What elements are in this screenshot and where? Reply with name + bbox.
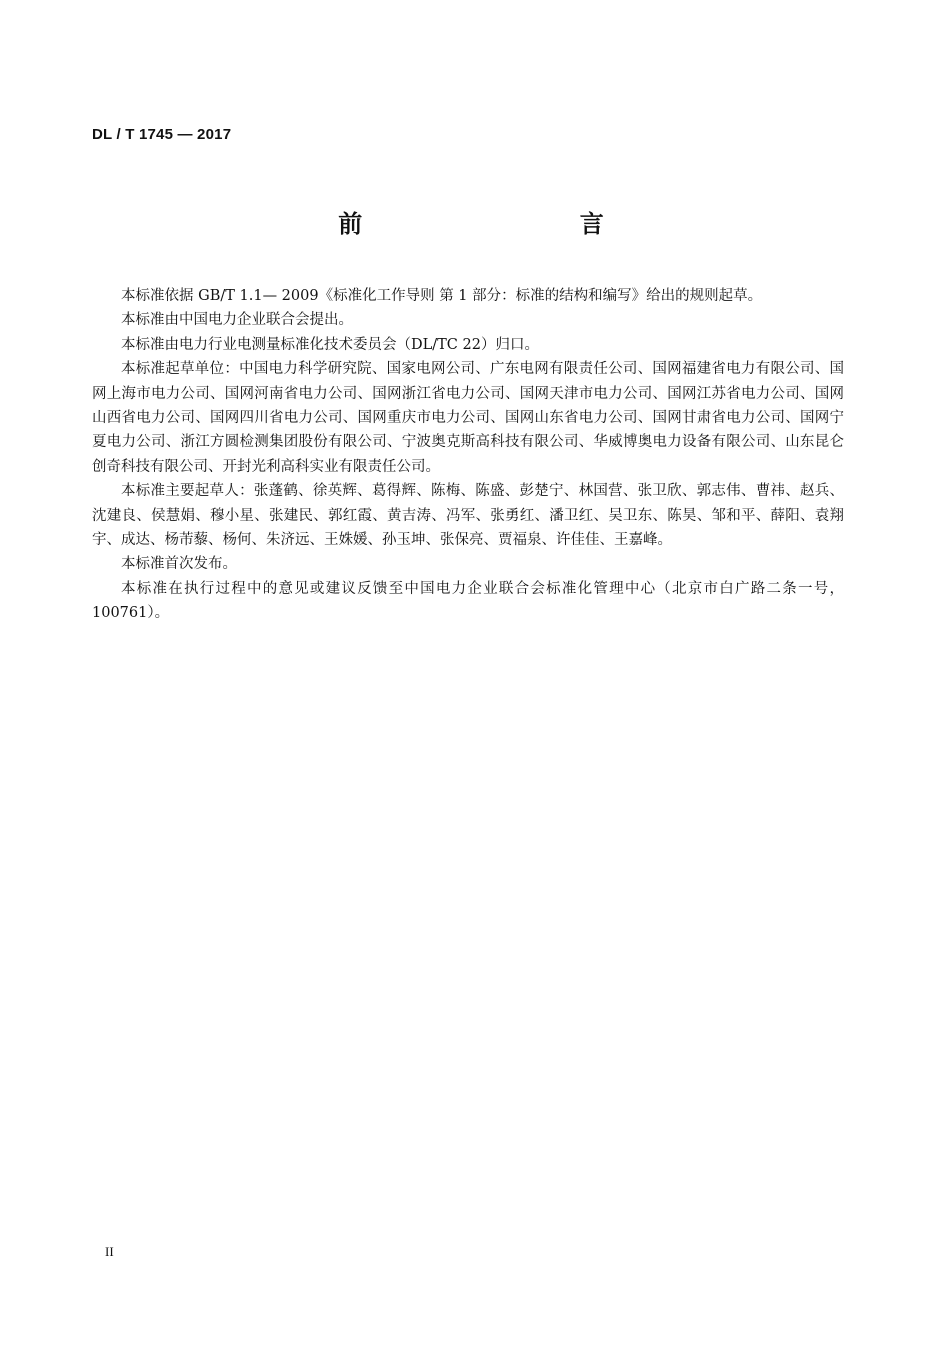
paragraph-feedback: 本标准在执行过程中的意见或建议反馈至中国电力企业联合会标准化管理中心（北京市白广路二条一号，100761）。 (92, 580, 844, 622)
foreword-body (92, 284, 844, 626)
paragraph-first-release: 本标准首次发布。 (121, 556, 237, 573)
paragraph-drafting-basis: 本标准依据 GB/T 1.1— 2009《标准化工作导则 第 1 部分：标准的结构和编写》给出的规则起草。 (121, 288, 763, 304)
paragraph-proposer: 本标准由中国电力企业联合会提出。 (121, 312, 353, 329)
standard-code: DL / T 1745 — 2017 (92, 126, 232, 143)
paragraph-drafting-units: 本标准起草单位：中国电力科学研究院、国家电网公司、广东电网有限责任公司、国网福建省电力有限公司、国网上海市电力公司、国网河南省电力公司、国网浙江省电力公司、国网天津市电力公司、国网江苏省电力公司、国网山西省电力公司、国网四川省电力公司、国网重庆市电力公司、国网山东省电力公司、国网甘肃省电力公司、国网宁夏电力公司、浙江方圆检测集团股份有限公司、宁波奥克斯高科技有限公司、华威博奥电力设备有限公司、山东昆仑创奇科技有限公司、开封光利高科实业有限责任公司。 (92, 361, 844, 475)
page-title: 前 言 (338, 210, 612, 238)
paragraph-responsible-committee: 本标准由电力行业电测量标准化技术委员会（DL/TC 22）归口。 (121, 336, 539, 353)
paragraph-main-drafters: 本标准主要起草人：张蓬鹤、徐英辉、葛得辉、陈梅、陈盛、彭楚宁、林国营、张卫欣、郭志伟、曹祎、赵兵、沈建良、侯慧娟、穆小星、张建民、郭红霞、黄吉涛、冯军、张勇红、潘卫红、吴卫东、陈昊、邹和平、薛阳、袁翔宇、成达、杨芾藜、杨何、朱济远、王姝媛、孙玉坤、张保亮、贾福泉、许佳佳、王嘉峰。 (92, 483, 844, 549)
page-number: II (105, 1244, 114, 1259)
